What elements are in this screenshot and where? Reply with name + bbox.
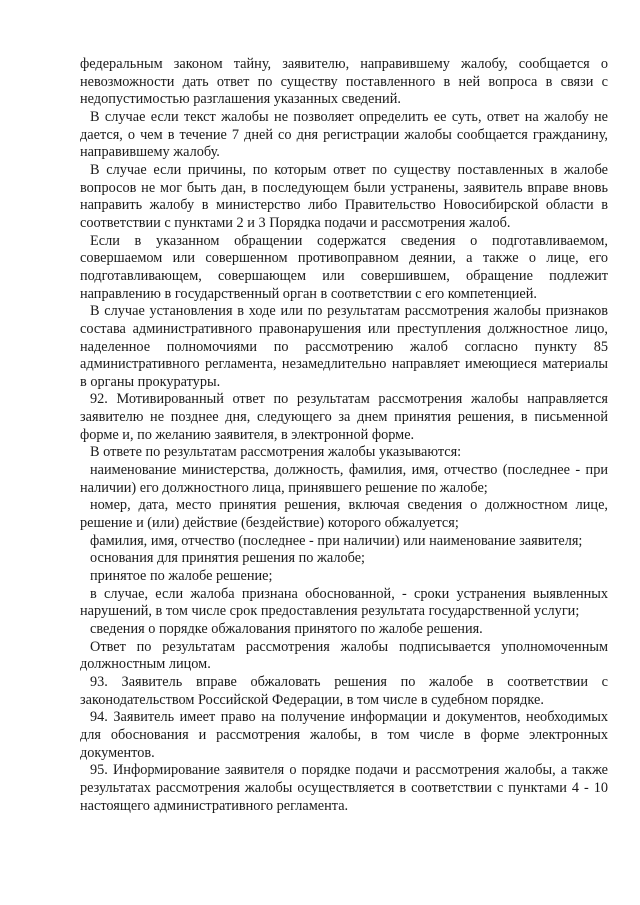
list-item: номер, дата, место принятия решения, включая сведения о должностном лице, решение и (или) действие (бездействие) которого обжалуется; bbox=[80, 497, 608, 532]
list-item: принятое по жалобе решение; bbox=[90, 568, 273, 585]
document-page bbox=[80, 56, 608, 815]
paragraph: В случае установления в ходе или по результатам рассмотрения жалобы признаков состава административного правонарушения или преступления должностное лицо, наделенное полномочиями по рассмотрению жалоб согласно пункту 85 административного регламента, незамедлительно направляет имеющиеся материалы в органы прокуратуры. bbox=[80, 303, 608, 390]
paragraph-item-94: 94. Заявитель имеет право на получение информации и документов, необходимых для обоснования и рассмотрения жалобы, в том числе в форме электронных документов. bbox=[80, 709, 608, 761]
paragraph-item-92: 92. Мотивированный ответ по результатам рассмотрения жалобы направляется заявителю не позднее дня, следующего за днем принятия решения, в письменной форме и, по желанию заявителя, в электронной форме. bbox=[80, 391, 608, 443]
list-item: основания для принятия решения по жалобе; bbox=[90, 550, 366, 567]
paragraph: Если в указанном обращении содержатся сведения о подготавливаемом, совершаемом или совершенном противоправном деянии, а также о лице, его подготавливающем, совершающем или совершившем, обращение подлежит направлению в государственный орган в соответствии с его компетенцией. bbox=[80, 232, 608, 302]
paragraph: В случае если причины, по которым ответ по существу поставленных в жалобе вопросов не мог быть дан, в последующем были устранены, заявитель вправе вновь направить жалобу в министерство либо Правительство Новосибирской области в соответствии с пунктами 2 и 3 Порядка подачи и рассмотрения жалоб. bbox=[80, 161, 608, 231]
paragraph-continuation: федеральным законом тайну, заявителю, направившему жалобу, сообщается о невозможности дать ответ по существу поставленного в ней вопроса в связи с недопустимостью разглашения указанных сведений. bbox=[80, 56, 608, 108]
paragraph: Ответ по результатам рассмотрения жалобы подписывается уполномоченным должностным лицом. bbox=[80, 638, 608, 673]
paragraph: В случае если текст жалобы не позволяет определить ее суть, ответ на жалобу не дается, о чем в течение 7 дней со дня регистрации жалобы сообщается гражданину, направившему жалобу. bbox=[80, 108, 608, 161]
list-item: наименование министерства, должность, фамилия, имя, отчество (последнее - при наличии) его должностного лица, принявшего решение по жалобе; bbox=[80, 462, 608, 496]
paragraph-item-95: 95. Информирование заявителя о порядке подачи и рассмотрения жалобы, а также результатах рассмотрения жалобы осуществляется в соответствии с пунктами 4 - 10 настоящего административного регламента. bbox=[80, 762, 608, 814]
list-item: фамилия, имя, отчество (последнее - при наличии) или наименование заявителя; bbox=[90, 532, 583, 549]
paragraph: В ответе по результатам рассмотрения жалобы указываются: bbox=[90, 444, 462, 461]
paragraph-item-93: 93. Заявитель вправе обжаловать решения по жалобе в соответствии с законодательством Российской Федерации, в том числе в судебном порядке. bbox=[80, 673, 608, 708]
list-item: сведения о порядке обжалования принятого по жалобе решения. bbox=[90, 621, 483, 637]
list-item: в случае, если жалоба признана обоснованной, - сроки устранения выявленных нарушений, в том числе срок предоставления результата государственной услуги; bbox=[80, 585, 608, 620]
